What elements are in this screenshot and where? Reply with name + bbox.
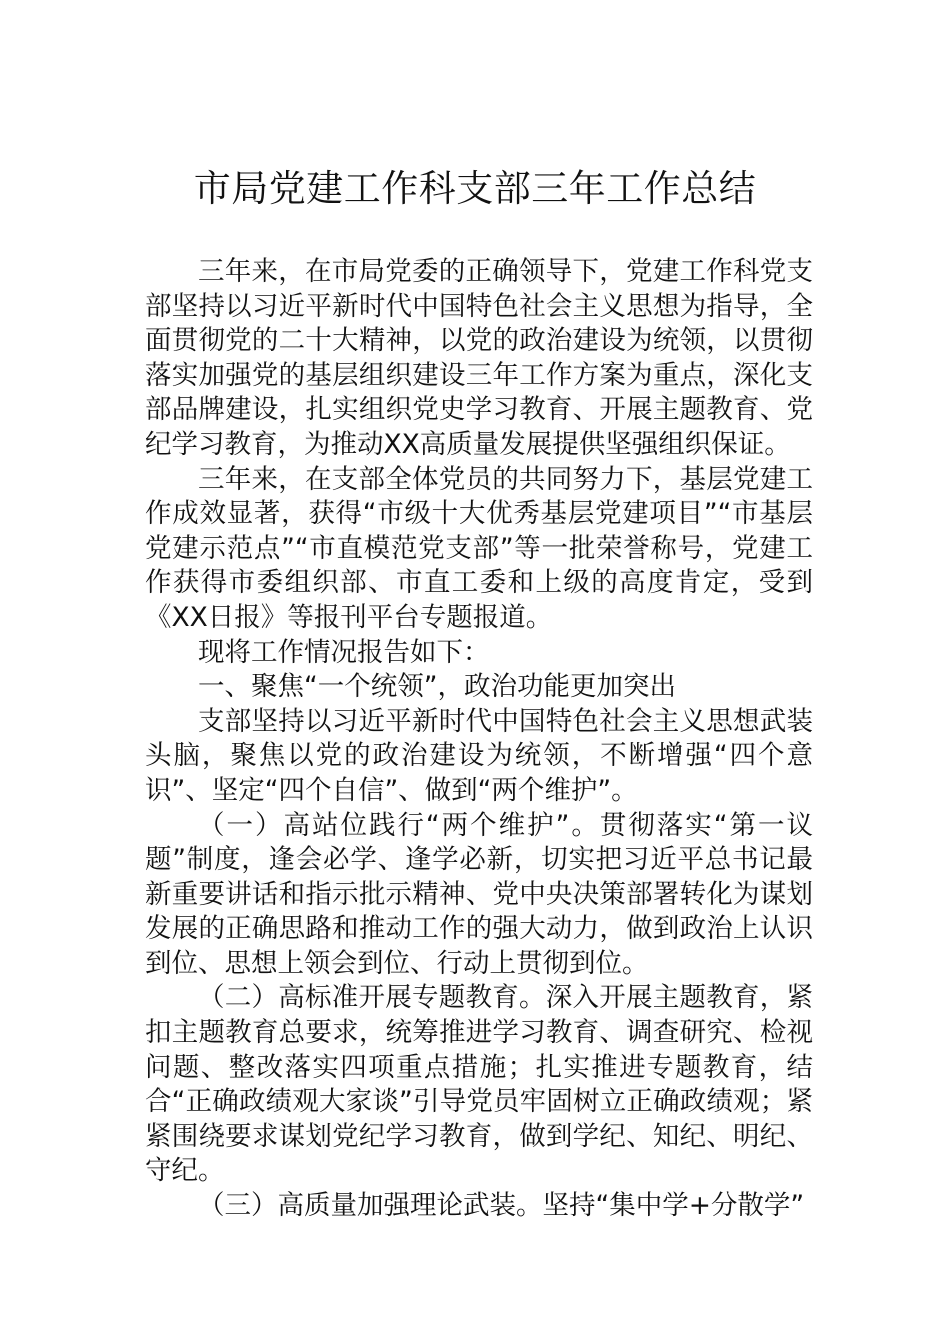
paragraph-intro: 三年来，在市局党委的正确领导下，党建工作科党支部坚持以习近平新时代中国特色社会主义思想为指导，全面贯彻党的二十大精神，以党的政治建设为统领，以贯彻落实加强党的基层组织建设三年工作方案为重点，深化支部品牌建设，扎实组织党史学习教育、开展主题教育、党纪学习教育，为推动XX高质量发展提供坚强组织保证。: [145, 256, 813, 460]
paragraph-subsection-2: （二）高标准开展专题教育。深入开展主题教育，紧扣主题教育总要求，统筹推进学习教育、调查研究、检视问题、整改落实四项重点措施；扎实推进专题教育，结合“正确政绩观大家谈”引导党员牢固树立正确政绩观；紧紧围绕要求谋划党纪学习教育，做到学纪、知纪、明纪、守纪。: [145, 982, 813, 1187]
section-heading-1: 一、聚焦“一个统领”，政治功能更加突出: [198, 671, 676, 703]
paragraph-achievements: 三年来，在支部全体党员的共同努力下，基层党建工作成效显著，获得“市级十大优秀基层党建项目”“市基层党建示范点”“市直模范党支部”等一批荣誉称号，党建工作获得市委组织部、市直工委和上级的高度肯定，受到《XX日报》等报刊平台专题报道。: [145, 463, 813, 633]
paragraph-section-1-summary: 支部坚持以习近平新时代中国特色社会主义思想武装头脑，聚焦以党的政治建设为统领，不断增强“四个意识”、坚定“四个自信”、做到“两个维护”。: [145, 705, 813, 806]
document-title: 市局党建工作科支部三年工作总结: [193, 167, 757, 210]
paragraph-subsection-3: （三）高质量加强理论武装。坚持“集中学+分散学”: [198, 1190, 805, 1222]
document-body: [145, 255, 813, 1224]
paragraph-subsection-1: （一）高站位践行“两个维护”。贯彻落实“第一议题”制度，逢会必学、逢学必新，切实把习近平总书记最新重要讲话和指示批示精神、党中央决策部署转化为谋划发展的正确思路和推动工作的强大动力，做到政治上认识到位、思想上领会到位、行动上贯彻到位。: [145, 809, 813, 979]
paragraph-report-lead: 现将工作情况报告如下：: [198, 636, 490, 668]
